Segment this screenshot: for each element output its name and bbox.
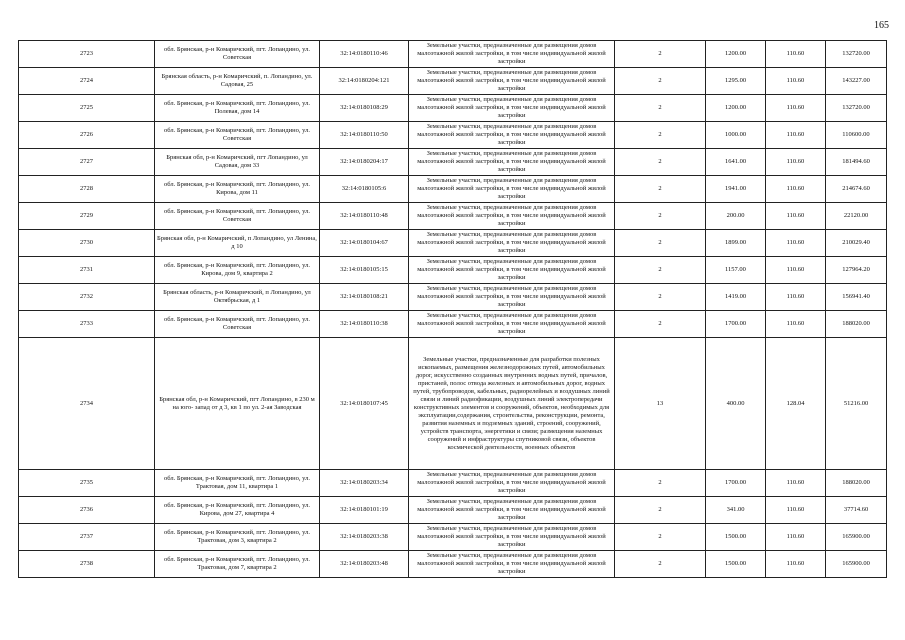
row-number-cell: 2726 [19,122,155,149]
address-cell: Брянская обл, р-н Комаричский, пгт Лопандино, ул Садовая, дом 33 [155,149,320,176]
area-cell: 1157.00 [706,257,766,284]
cadastral-value-cell: 214674.60 [826,176,887,203]
area-cell: 400.00 [706,338,766,470]
row-number-cell: 2723 [19,41,155,68]
group-number-cell: 2 [615,68,706,95]
cadastral-number-cell: 32:14:0180108:29 [320,95,409,122]
area-cell: 1700.00 [706,470,766,497]
land-use-cell: Земельные участки, предназначенные для размещения домов малоэтажной жилой застройки, в том числе индивидуальной жилой застройки [409,95,615,122]
area-cell: 1200.00 [706,41,766,68]
rate-cell: 110.60 [766,149,826,176]
address-cell: обл. Брянская, р-н Комаричский, пгт. Лопандино, ул. Полевая, дом 14 [155,95,320,122]
group-number-cell: 2 [615,95,706,122]
cadastral-value-cell: 165900.00 [826,551,887,578]
table-row [19,470,887,497]
row-number-cell: 2728 [19,176,155,203]
area-cell: 1295.00 [706,68,766,95]
address-cell: обл. Брянская, р-н Комаричский, пгт. Лопандино, ул. Кирова, дом 27, квартира 4 [155,497,320,524]
area-cell: 341.00 [706,497,766,524]
land-use-cell: Земельные участки, предназначенные для размещения домов малоэтажной жилой застройки, в том числе индивидуальной жилой застройки [409,68,615,95]
area-cell: 1200.00 [706,95,766,122]
group-number-cell: 2 [615,149,706,176]
land-use-cell: Земельные участки, предназначенные для размещения домов малоэтажной жилой застройки, в том числе индивидуальной жилой застройки [409,122,615,149]
cadastral-number-cell: 32:14:0180108:21 [320,284,409,311]
area-cell: 1500.00 [706,551,766,578]
row-number-cell: 2738 [19,551,155,578]
cadastral-value-cell: 188020.00 [826,311,887,338]
rate-cell: 110.60 [766,257,826,284]
address-cell: Брянская обл, р-н Комаричский, п Лопандино, ул Ленина, д 10 [155,230,320,257]
group-number-cell: 2 [615,284,706,311]
page-number: 165 [874,20,889,31]
address-cell: обл. Брянская, р-н Комаричский, пгт. Лопандино, ул. Кирова, дом 9, квартира 2 [155,257,320,284]
table-row [19,122,887,149]
cadastral-number-cell: 32:14:0180110:48 [320,203,409,230]
table-row [19,149,887,176]
land-use-cell: Земельные участки, предназначенные для размещения домов малоэтажной жилой застройки, в том числе индивидуальной жилой застройки [409,524,615,551]
rate-cell: 110.60 [766,524,826,551]
land-use-cell: Земельные участки, предназначенные для размещения домов малоэтажной жилой застройки, в том числе индивидуальной жилой застройки [409,149,615,176]
cadastral-number-cell: 32:14:0180105:15 [320,257,409,284]
row-number-cell: 2735 [19,470,155,497]
group-number-cell: 2 [615,551,706,578]
group-number-cell: 2 [615,176,706,203]
rate-cell: 110.60 [766,203,826,230]
address-cell: обл. Брянская, р-н Комаричский, пгт. Лопандино, ул. Трактовая, дом 3, квартира 2 [155,524,320,551]
rate-cell: 110.60 [766,230,826,257]
land-use-cell: Земельные участки, предназначенные для размещения домов малоэтажной жилой застройки, в том числе индивидуальной жилой застройки [409,551,615,578]
rate-cell: 110.60 [766,551,826,578]
group-number-cell: 2 [615,203,706,230]
land-use-cell: Земельные участки, предназначенные для размещения домов малоэтажной жилой застройки, в том числе индивидуальной жилой застройки [409,311,615,338]
group-number-cell: 13 [615,338,706,470]
row-number-cell: 2732 [19,284,155,311]
cadastral-number-cell: 32:14:0180110:38 [320,311,409,338]
area-cell: 1700.00 [706,311,766,338]
row-number-cell: 2729 [19,203,155,230]
group-number-cell: 2 [615,524,706,551]
group-number-cell: 2 [615,122,706,149]
row-number-cell: 2734 [19,338,155,470]
land-use-cell: Земельные участки, предназначенные для размещения домов малоэтажной жилой застройки, в том числе индивидуальной жилой застройки [409,257,615,284]
rate-cell: 110.60 [766,68,826,95]
group-number-cell: 2 [615,311,706,338]
cadastral-number-cell: 32:14:0180105:6 [320,176,409,203]
cadastral-value-cell: 127964.20 [826,257,887,284]
cadastral-value-cell: 188020.00 [826,470,887,497]
land-use-cell: Земельные участки, предназначенные для размещения домов малоэтажной жилой застройки, в том числе индивидуальной жилой застройки [409,230,615,257]
row-number-cell: 2731 [19,257,155,284]
land-use-cell: Земельные участки, предназначенные для размещения домов малоэтажной жилой застройки, в том числе индивидуальной жилой застройки [409,203,615,230]
area-cell: 1941.00 [706,176,766,203]
table-row [19,284,887,311]
address-cell: Брянская обл, р-н Комаричский, пгт Лопандино, в 230 м на юго- запад от д 3, кв 1 по ул. 2-ая Заводская [155,338,320,470]
row-number-cell: 2737 [19,524,155,551]
cadastral-value-cell: 210029.40 [826,230,887,257]
row-number-cell: 2725 [19,95,155,122]
cadastral-value-cell: 132720.00 [826,95,887,122]
address-cell: обл. Брянская, р-н Комаричский, пгт. Лопандино, ул. Советская [155,203,320,230]
rate-cell: 110.60 [766,176,826,203]
table-row [19,203,887,230]
table-row [19,551,887,578]
cadastral-value-cell: 156941.40 [826,284,887,311]
rate-cell: 110.60 [766,122,826,149]
row-number-cell: 2727 [19,149,155,176]
address-cell: обл. Брянская, р-н Комаричский, пгт. Лопандино, ул. Советская [155,122,320,149]
cadastral-number-cell: 32:14:0180203:38 [320,524,409,551]
group-number-cell: 2 [615,470,706,497]
area-cell: 1000.00 [706,122,766,149]
cadastral-number-cell: 32:14:0180104:67 [320,230,409,257]
cadastral-value-cell: 22120.00 [826,203,887,230]
cadastral-value-cell: 143227.00 [826,68,887,95]
cadastral-number-cell: 32:14:0180203:34 [320,470,409,497]
table-row [19,338,887,470]
address-cell: обл. Брянская, р-н Комаричский, пгт. Лопандино, ул. Советская [155,41,320,68]
rate-cell: 110.60 [766,41,826,68]
area-cell: 200.00 [706,203,766,230]
cadastral-number-cell: 32:14:0180204:17 [320,149,409,176]
cadastral-value-cell: 181494.60 [826,149,887,176]
group-number-cell: 2 [615,230,706,257]
table-row [19,230,887,257]
address-cell: обл. Брянская, р-н Комаричский, пгт. Лопандино, ул. Советская [155,311,320,338]
group-number-cell: 2 [615,257,706,284]
cadastral-value-cell: 165900.00 [826,524,887,551]
rate-cell: 110.60 [766,497,826,524]
cadastral-value-cell: 110600.00 [826,122,887,149]
land-use-cell: Земельные участки, предназначенные для размещения домов малоэтажной жилой застройки, в том числе индивидуальной жилой застройки [409,176,615,203]
cadastral-number-cell: 32:14:0180110:46 [320,41,409,68]
cadastral-number-cell: 32:14:0180204:121 [320,68,409,95]
rate-cell: 110.60 [766,95,826,122]
address-cell: Брянская область, р-н Комаричский, п Лопандино, ул Октябрьская, д 1 [155,284,320,311]
row-number-cell: 2733 [19,311,155,338]
land-use-cell: Земельные участки, предназначенные для размещения домов малоэтажной жилой застройки, в том числе индивидуальной жилой застройки [409,284,615,311]
row-number-cell: 2730 [19,230,155,257]
address-cell: обл. Брянская, р-н Комаричский, пгт. Лопандино, ул. Трактовая, дом 11, квартира 1 [155,470,320,497]
group-number-cell: 2 [615,41,706,68]
table-row [19,41,887,68]
land-use-cell: Земельные участки, предназначенные для размещения домов малоэтажной жилой застройки, в том числе индивидуальной жилой застройки [409,497,615,524]
address-cell: обл. Брянская, р-н Комаричский, пгт. Лопандино, ул. Трактовая, дом 7, квартира 2 [155,551,320,578]
row-number-cell: 2724 [19,68,155,95]
land-registry-table [18,40,887,578]
cadastral-number-cell: 32:14:0180203:48 [320,551,409,578]
land-use-cell: Земельные участки, предназначенные для разработки полезных ископаемых, размещения железнодорожных путей, автомобильных дорог, искусственно созданных внутренних водных путей, причалов, пристаней, полос отвода железных и автомобильных дорог, водных путей, трубопроводов, кабельных, радиорелейных и воздушных линий связи и линий радиофикации, воздушных линий электропередачи конструктивных элементов и сооружений, объектов, необходимых для эксплуатации,содержания, строительства, реконструкции, ремонта, развития наземных и подземных зданий, строений, сооружений, устройств транспорта, энергетики и связи; размещения наземных сооружений и инфраструктуры спутниковой связи, объектов космической деятельности, военных объектов [409,338,615,470]
cadastral-number-cell: 32:14:0180101:19 [320,497,409,524]
group-number-cell: 2 [615,497,706,524]
table-row [19,311,887,338]
rate-cell: 128.04 [766,338,826,470]
cadastral-number-cell: 32:14:0180110:50 [320,122,409,149]
table-row [19,497,887,524]
address-cell: Брянская область, р-н Комаричский, п. Лопандино, ул. Садовая, 25 [155,68,320,95]
area-cell: 1500.00 [706,524,766,551]
area-cell: 1419.00 [706,284,766,311]
land-use-cell: Земельные участки, предназначенные для размещения домов малоэтажной жилой застройки, в том числе индивидуальной жилой застройки [409,41,615,68]
address-cell: обл. Брянская, р-н Комаричский, пгт. Лопандино, ул. Кирова, дом 11 [155,176,320,203]
area-cell: 1641.00 [706,149,766,176]
rate-cell: 110.60 [766,311,826,338]
rate-cell: 110.60 [766,284,826,311]
land-use-cell: Земельные участки, предназначенные для размещения домов малоэтажной жилой застройки, в том числе индивидуальной жилой застройки [409,470,615,497]
row-number-cell: 2736 [19,497,155,524]
area-cell: 1899.00 [706,230,766,257]
table-row [19,257,887,284]
cadastral-number-cell: 32:14:0180107:45 [320,338,409,470]
cadastral-value-cell: 132720.00 [826,41,887,68]
rate-cell: 110.60 [766,470,826,497]
table-row [19,524,887,551]
table-row [19,176,887,203]
cadastral-value-cell: 37714.60 [826,497,887,524]
table-row [19,68,887,95]
table-row [19,95,887,122]
cadastral-value-cell: 51216.00 [826,338,887,470]
